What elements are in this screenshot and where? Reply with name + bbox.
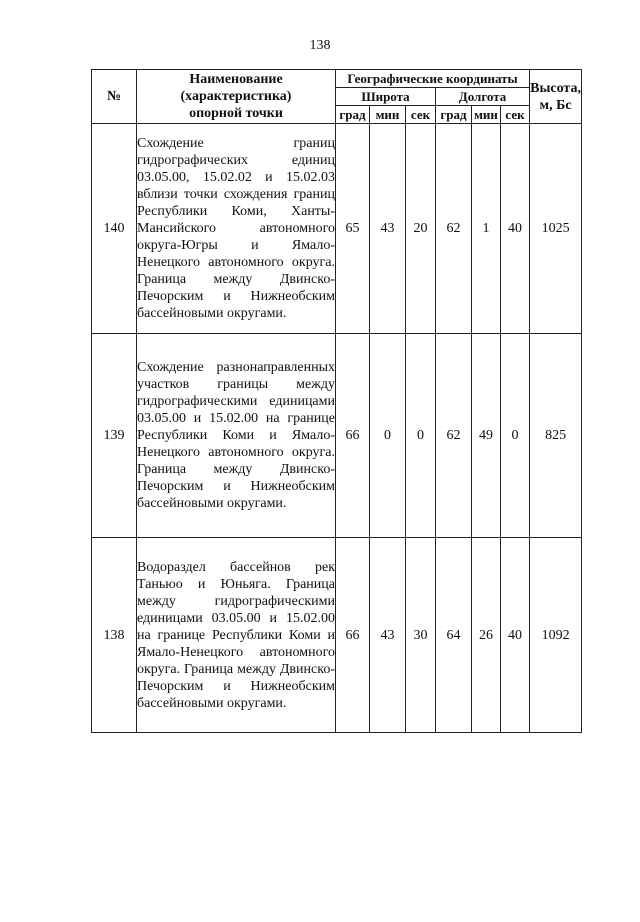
lon-deg: 64 bbox=[436, 538, 472, 733]
header-number: № bbox=[92, 70, 137, 124]
page-number: 138 bbox=[309, 38, 331, 53]
height: 1025 bbox=[530, 124, 582, 334]
lon-sec: 40 bbox=[501, 124, 530, 334]
lon-min: 26 bbox=[472, 538, 501, 733]
lon-deg: 62 bbox=[436, 334, 472, 538]
header-lat-deg: град bbox=[336, 106, 370, 124]
row-description: Схождение границ гидрографических единиц 03.05.00, 15.02.02 и 15.02.03 вблизи точки схождения границ Республики Коми, Ханты-Мансийского автономного округа-Югры и Ямало-Ненецкого автономного округа. Граница между Двинско-Печорским и Нижнеобским бассейновыми округами. bbox=[137, 124, 336, 334]
header-latitude: Широта bbox=[336, 88, 436, 106]
table-row bbox=[92, 124, 582, 334]
lon-deg: 62 bbox=[436, 124, 472, 334]
row-number: 140 bbox=[92, 124, 137, 334]
row-number: 138 bbox=[92, 538, 137, 733]
lat-deg: 66 bbox=[336, 334, 370, 538]
header-longitude: Долгота bbox=[436, 88, 530, 106]
lat-sec: 0 bbox=[406, 334, 436, 538]
table-row bbox=[92, 538, 582, 733]
header-lon-min: мин bbox=[472, 106, 501, 124]
lon-min: 1 bbox=[472, 124, 501, 334]
header-geo-coordinates: Географические координаты bbox=[336, 70, 530, 88]
header-height: Высота, м, Бс bbox=[530, 70, 582, 124]
header-name: Наименование (характеристика) опорной точки bbox=[137, 70, 336, 124]
lat-min: 43 bbox=[370, 124, 406, 334]
lat-deg: 66 bbox=[336, 538, 370, 733]
header-lon-sec: сек bbox=[501, 106, 530, 124]
row-description: Схождение разнонаправленных участков границы между гидрографическими единицами 03.05.00 и 15.02.00 на границе Республики Коми и Ямало-Ненецкого автономного округа. Граница между Двинско-Печорским и Нижнеобским бассейновыми округами. bbox=[137, 334, 336, 538]
table-row bbox=[92, 334, 582, 538]
header-lat-min: мин bbox=[370, 106, 406, 124]
height: 1092 bbox=[530, 538, 582, 733]
row-number: 139 bbox=[92, 334, 137, 538]
lon-sec: 0 bbox=[501, 334, 530, 538]
height: 825 bbox=[530, 334, 582, 538]
header-lat-sec: сек bbox=[406, 106, 436, 124]
row-description: Водораздел бассейнов рек Таньюо и Юньяга. Граница между гидрографическими единицами 03.05.00 и 15.02.00 на границе Республики Коми и Ямало-Ненецкого автономного округа. Граница между Двинско-Печорским и Нижнеобским бассейновыми округами. bbox=[137, 538, 336, 733]
lat-min: 43 bbox=[370, 538, 406, 733]
lat-min: 0 bbox=[370, 334, 406, 538]
header-lon-deg: град bbox=[436, 106, 472, 124]
lon-min: 49 bbox=[472, 334, 501, 538]
reference-points-table bbox=[91, 69, 582, 733]
lat-sec: 30 bbox=[406, 538, 436, 733]
lat-sec: 20 bbox=[406, 124, 436, 334]
lat-deg: 65 bbox=[336, 124, 370, 334]
lon-sec: 40 bbox=[501, 538, 530, 733]
